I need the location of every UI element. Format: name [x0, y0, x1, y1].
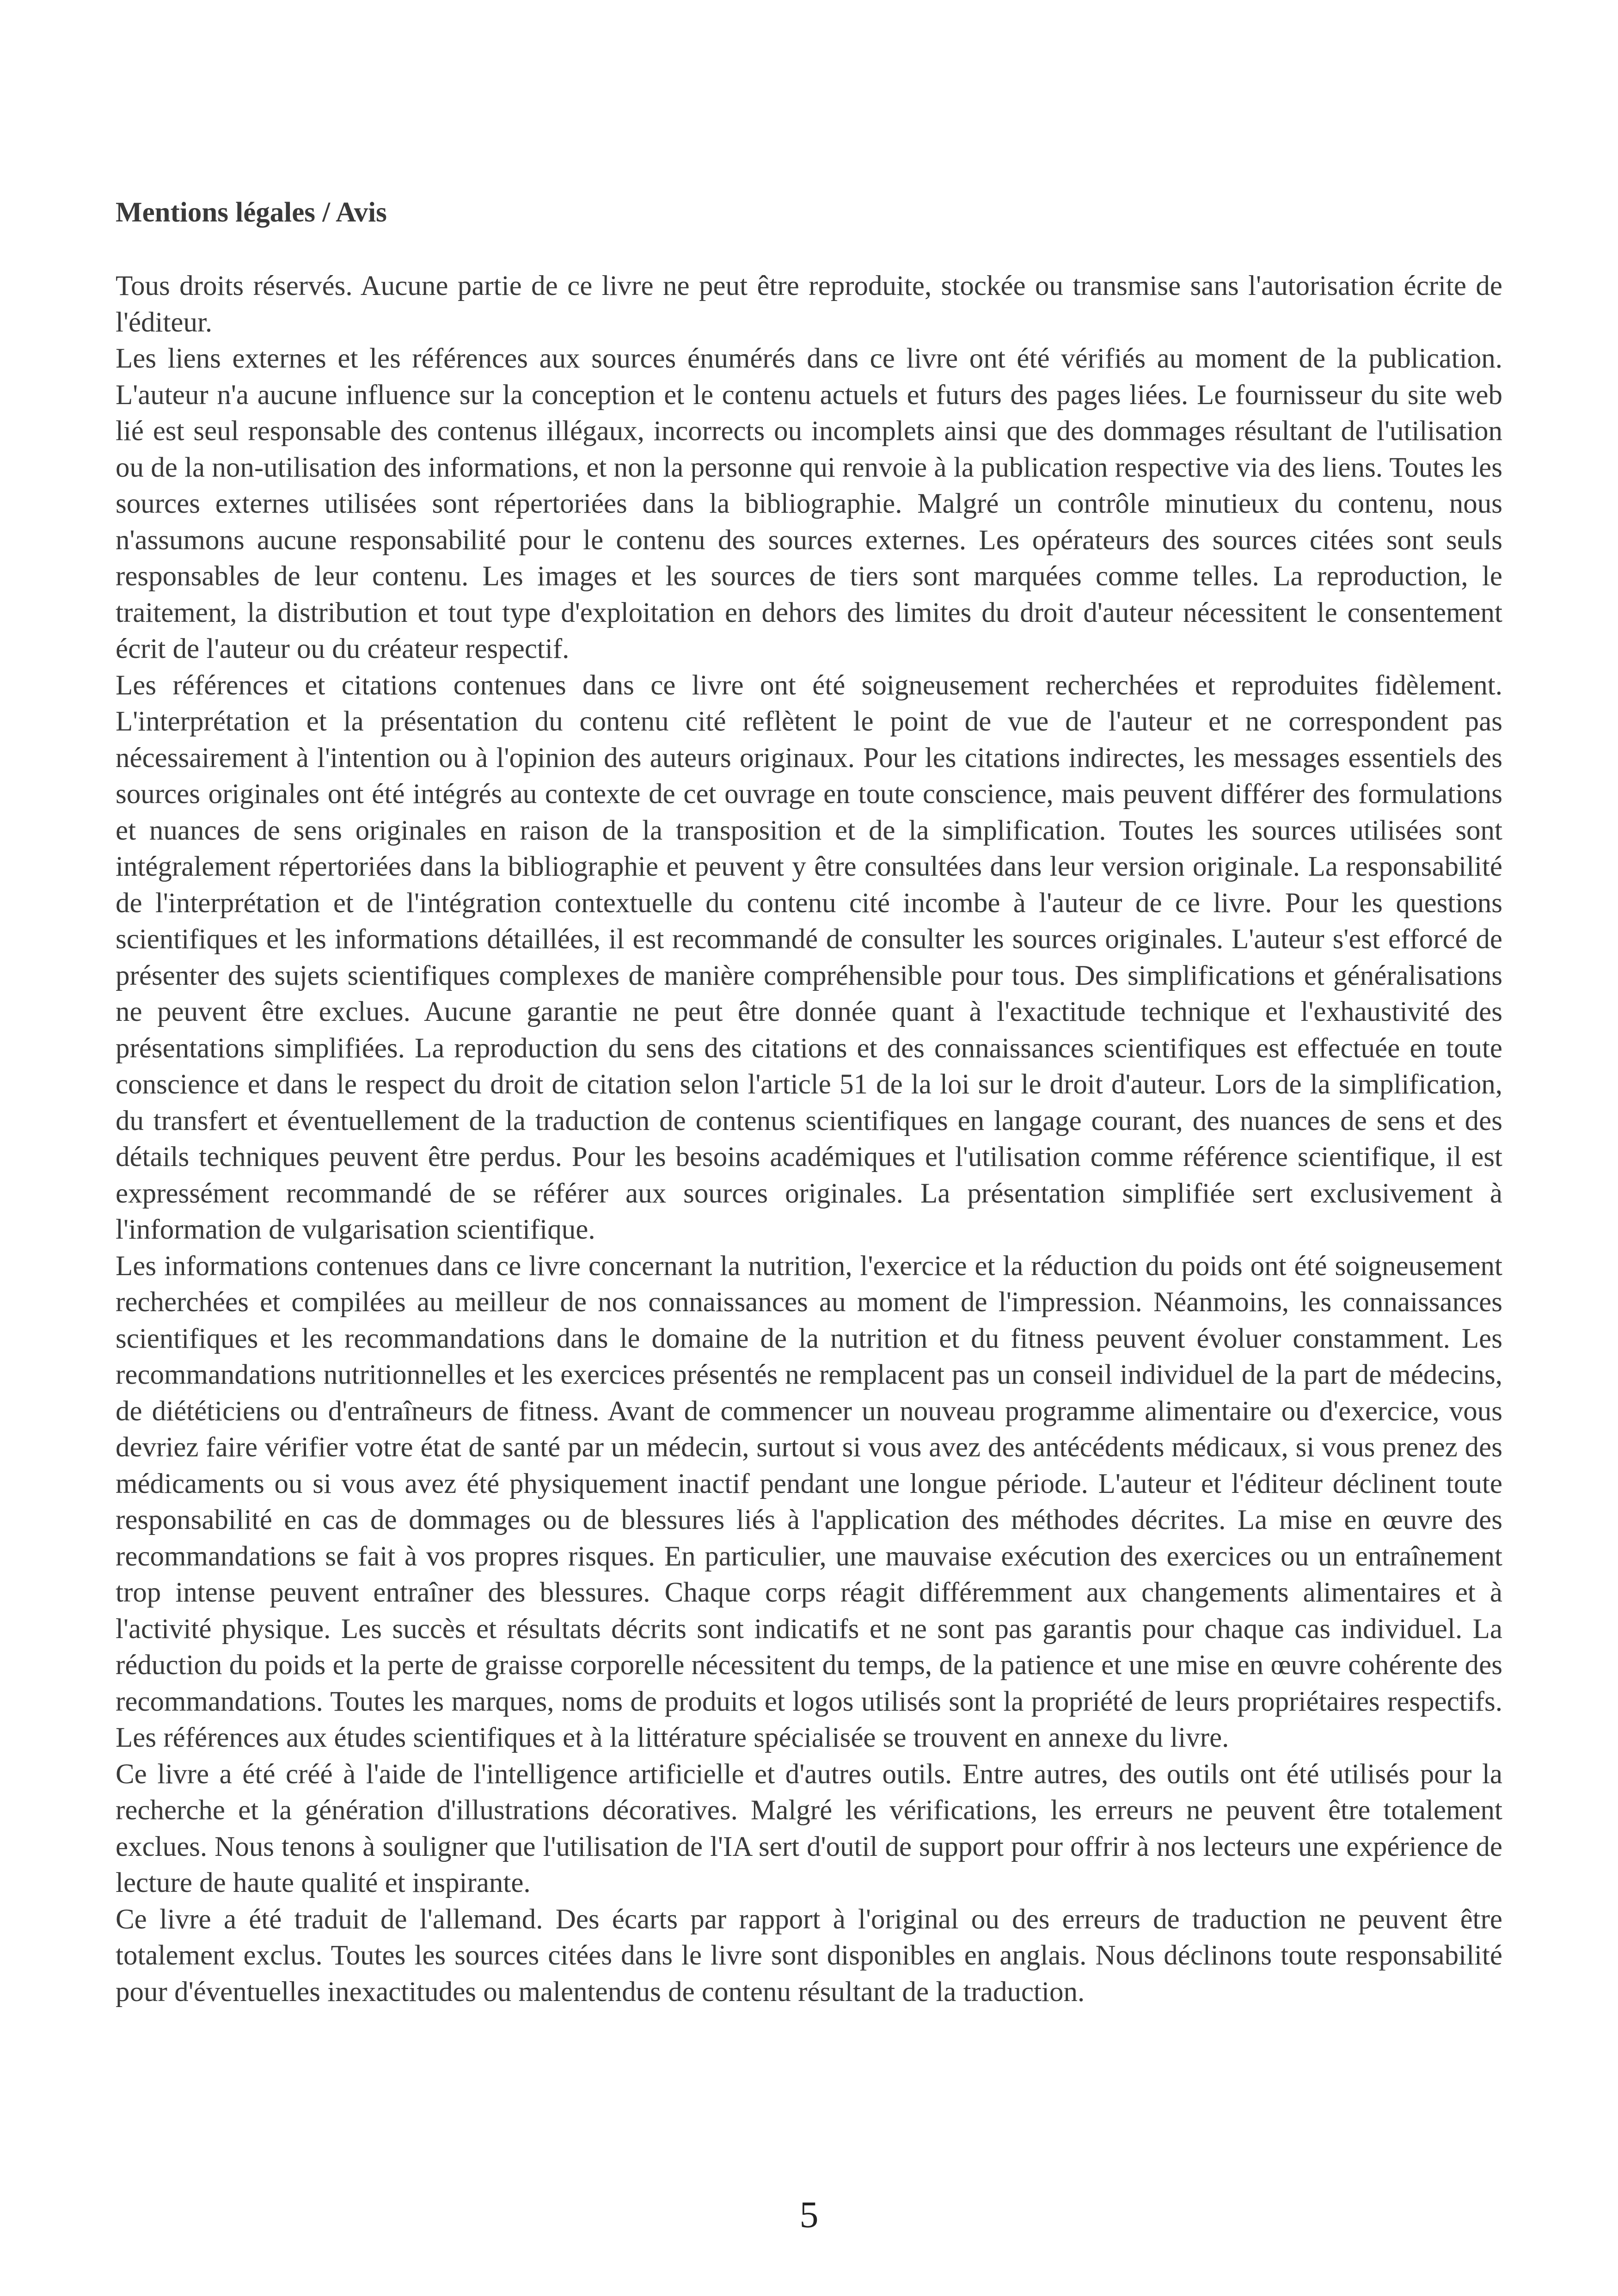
page-title: Mentions légales / Avis [116, 197, 387, 228]
paragraph-citations: Les références et citations contenues dans ce livre ont été soigneusement recherchées et reproduites fidèlement. L'interprétation et la présentation du contenu cité reflètent le point de vue de l'auteur et ne correspondent pas nécessairement à l'intention ou à l'opinion des auteurs originaux. Pour les citations indirectes, les messages essentiels des sources originales ont été intégrés au contexte de cet ouvrage en toute conscience, mais peuvent différer des formulations et nuances de sens originales en raison de la transposition et de la simplification. Toutes les sources utilisées sont intégralement répertoriées dans la bibliographie et peuvent y être consultées dans leur version originale. La responsabilité de l'interprétation et de l'intégration contextuelle du contenu cité incombe à l'auteur de ce livre. Pour les questions scientifiques et les informations détaillées, il est recommandé de consulter les sources originales. L'auteur s'est efforcé de présenter des sujets scientifiques complexes de manière compréhensible pour tous. Des simplifications et généralisations ne peuvent être exclues. Aucune garantie ne peut être donnée quant à l'exactitude technique et l'exhaustivité des présentations simplifiées. La reproduction du sens des citations et des connaissances scientifiques est effectuée en toute conscience et dans le respect du droit de citation selon l'article 51 de la loi sur le droit d'auteur. Lors de la simplification, du transfert et éventuellement de la traduction de contenus scientifiques en langage courant, des nuances de sens et des détails techniques peuvent être perdus. Pour les besoins académiques et l'utilisation comme référence scientifique, il est expressément recommandé de se référer aux sources originales. La présentation simplifiée sert exclusivement à l'information de vulgarisation scientifique. [116, 669, 1502, 1245]
paragraph-rights: Tous droits réservés. Aucune partie de ce livre ne peut être reproduite, stockée ou transmise sans l'autorisation écrite de l'éditeur. [116, 270, 1502, 338]
page-number: 5 [799, 2193, 819, 2235]
paragraph-health-disclaimer: Les informations contenues dans ce livre concernant la nutrition, l'exercice et la réduction du poids ont été soigneusement recherchées et compilées au meilleur de nos connaissances au moment de l'impression. Néanmoins, les connaissances scientifiques et les recommandations dans le domaine de la nutrition et du fitness peuvent évoluer constamment. Les recommandations nutritionnelles et les exercices présentés ne remplacent pas un conseil individuel de la part de médecins, de diététiciens ou d'entraîneurs de fitness. Avant de commencer un nouveau programme alimentaire ou d'exercice, vous devriez faire vérifier votre état de santé par un médecin, surtout si vous avez des antécédents médicaux, si vous prenez des médicaments ou si vous avez été physiquement inactif pendant une longue période. L'auteur et l'éditeur déclinent toute responsabilité en cas de dommages ou de blessures liés à l'application des méthodes décrites. La mise en œuvre des recommandations se fait à vos propres risques. En particulier, une mauvaise exécution des exercices ou un entraînement trop intense peuvent entraîner des blessures. Chaque corps réagit différemment aux changements alimentaires et à l'activité physique. Les succès et résultats décrits sont indicatifs et ne sont pas garantis pour chaque cas individuel. La réduction du poids et la perte de graisse corporelle nécessitent du temps, de la patience et une mise en œuvre cohérente des recommandations. Toutes les marques, noms de produits et logos utilisés sont la propriété de leurs propriétaires respectifs. Les références aux études scientifiques et à la littérature spécialisée se trouvent en annexe du livre. [116, 1250, 1502, 1753]
paragraph-translation-notice: Ce livre a été traduit de l'allemand. Des écarts par rapport à l'original ou des erreurs de traduction ne peuvent être totalement exclus. Toutes les sources citées dans le livre sont disponibles en anglais. Nous déclinons toute responsabilité pour d'éventuelles inexactitudes ou malentendus de contenu résultant de la traduction. [116, 1903, 1502, 2007]
paragraph-ai-notice: Ce livre a été créé à l'aide de l'intelligence artificielle et d'autres outils. Entre autres, des outils ont été utilisés pour la recherche et la génération d'illustrations décoratives. Malgré les vérifications, les erreurs ne peuvent être totalement exclues. Nous tenons à souligner que l'utilisation de l'IA sert d'outil de support pour offrir à nos lecteurs une expérience de lecture de haute qualité et inspirante. [116, 1758, 1502, 1898]
document-body [116, 194, 1502, 2010]
paragraph-external-links: Les liens externes et les références aux sources énumérés dans ce livre ont été vérifiés au moment de la publication. L'auteur n'a aucune influence sur la conception et le contenu actuels et futurs des pages liées. Le fournisseur du site web lié est seul responsable des contenus illégaux, incorrects ou incomplets ainsi que des dommages résultant de l'utilisation ou de la non-utilisation des informations, et non la personne qui renvoie à la publication respective via des liens. Toutes les sources externes utilisées sont répertoriées dans la bibliographie. Malgré un contrôle minutieux du contenu, nous n'assumons aucune responsabilité pour le contenu des sources externes. Les opérateurs des sources citées sont seuls responsables de leur contenu. Les images et les sources de tiers sont marquées comme telles. La reproduction, le traitement, la distribution et tout type d'exploitation en dehors des limites du droit d'auteur nécessitent le consentement écrit de l'auteur ou du créateur respectif. [116, 343, 1502, 664]
